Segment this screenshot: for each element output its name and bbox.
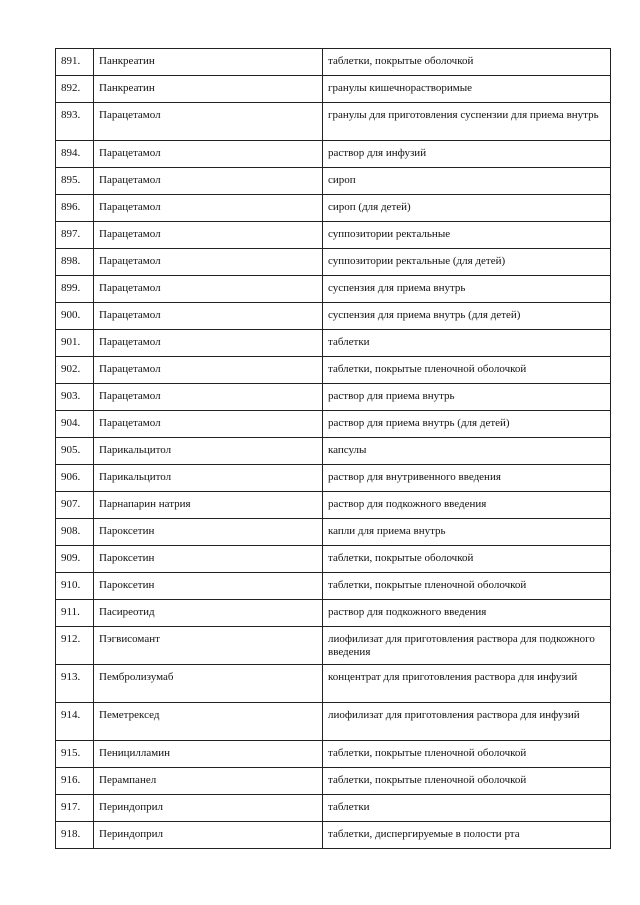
- row-number: 896.: [56, 195, 94, 222]
- row-number: 905.: [56, 438, 94, 465]
- table-row: [56, 141, 611, 168]
- table-row: [56, 703, 611, 741]
- dosage-form: таблетки: [323, 795, 611, 822]
- table-row: [56, 665, 611, 703]
- drug-name: Пароксетин: [94, 573, 323, 600]
- drug-name: Периндоприл: [94, 822, 323, 849]
- row-number: 894.: [56, 141, 94, 168]
- dosage-form: таблетки, диспергируемые в полости рта: [323, 822, 611, 849]
- drug-name: Парацетамол: [94, 103, 323, 141]
- table-row: [56, 768, 611, 795]
- table-row: [56, 519, 611, 546]
- dosage-form: гранулы кишечнорастворимые: [323, 76, 611, 103]
- dosage-form: раствор для внутривенного введения: [323, 465, 611, 492]
- table-row: [56, 795, 611, 822]
- table-row: [56, 741, 611, 768]
- drug-name: Парикальцитол: [94, 438, 323, 465]
- row-number: 915.: [56, 741, 94, 768]
- row-number: 893.: [56, 103, 94, 141]
- table-row: [56, 195, 611, 222]
- row-number: 913.: [56, 665, 94, 703]
- row-number: 899.: [56, 276, 94, 303]
- table-row: [56, 357, 611, 384]
- row-number: 897.: [56, 222, 94, 249]
- row-number: 916.: [56, 768, 94, 795]
- table-row: [56, 573, 611, 600]
- dosage-form: концентрат для приготовления раствора для инфузий: [323, 665, 611, 703]
- row-number: 903.: [56, 384, 94, 411]
- drug-name: Парацетамол: [94, 195, 323, 222]
- drug-name: Панкреатин: [94, 49, 323, 76]
- document-page: [55, 48, 610, 849]
- table-row: [56, 600, 611, 627]
- row-number: 909.: [56, 546, 94, 573]
- table-row: [56, 465, 611, 492]
- table-row: [56, 168, 611, 195]
- drug-name: Парикальцитол: [94, 465, 323, 492]
- drug-name: Парацетамол: [94, 357, 323, 384]
- table-row: [56, 492, 611, 519]
- drug-name: Парнапарин натрия: [94, 492, 323, 519]
- dosage-form: суппозитории ректальные (для детей): [323, 249, 611, 276]
- row-number: 892.: [56, 76, 94, 103]
- drug-name: Пэгвисомант: [94, 627, 323, 665]
- dosage-form: таблетки, покрытые оболочкой: [323, 49, 611, 76]
- dosage-form: таблетки, покрытые пленочной оболочкой: [323, 768, 611, 795]
- table-row: [56, 384, 611, 411]
- table-row: [56, 438, 611, 465]
- table-row: [56, 103, 611, 141]
- table-row: [56, 411, 611, 438]
- dosage-form: суспензия для приема внутрь (для детей): [323, 303, 611, 330]
- dosage-form: сироп (для детей): [323, 195, 611, 222]
- table-row: [56, 546, 611, 573]
- drug-name: Парацетамол: [94, 276, 323, 303]
- drug-name: Периндоприл: [94, 795, 323, 822]
- dosage-form: таблетки, покрытые оболочкой: [323, 546, 611, 573]
- dosage-form: сироп: [323, 168, 611, 195]
- row-number: 898.: [56, 249, 94, 276]
- drug-name: Пеметрексед: [94, 703, 323, 741]
- drug-name: Пасиреотид: [94, 600, 323, 627]
- drug-name: Панкреатин: [94, 76, 323, 103]
- dosage-form: таблетки, покрытые пленочной оболочкой: [323, 357, 611, 384]
- drug-name: Пароксетин: [94, 546, 323, 573]
- drug-name: Пеницилламин: [94, 741, 323, 768]
- row-number: 907.: [56, 492, 94, 519]
- dosage-form: таблетки, покрытые пленочной оболочкой: [323, 573, 611, 600]
- table-row: [56, 49, 611, 76]
- row-number: 908.: [56, 519, 94, 546]
- table-row: [56, 249, 611, 276]
- dosage-form: капсулы: [323, 438, 611, 465]
- drug-name: Пембролизумаб: [94, 665, 323, 703]
- dosage-form: гранулы для приготовления суспензии для приема внутрь: [323, 103, 611, 141]
- table-row: [56, 276, 611, 303]
- dosage-form: раствор для приема внутрь: [323, 384, 611, 411]
- drug-name: Парацетамол: [94, 249, 323, 276]
- row-number: 918.: [56, 822, 94, 849]
- dosage-form: раствор для приема внутрь (для детей): [323, 411, 611, 438]
- table-row: [56, 822, 611, 849]
- drug-name: Пароксетин: [94, 519, 323, 546]
- row-number: 902.: [56, 357, 94, 384]
- row-number: 900.: [56, 303, 94, 330]
- dosage-form: раствор для подкожного введения: [323, 492, 611, 519]
- row-number: 910.: [56, 573, 94, 600]
- dosage-form: таблетки: [323, 330, 611, 357]
- table-row: [56, 76, 611, 103]
- row-number: 911.: [56, 600, 94, 627]
- drug-name: Перампанел: [94, 768, 323, 795]
- table-row: [56, 303, 611, 330]
- dosage-form: раствор для инфузий: [323, 141, 611, 168]
- table-row: [56, 222, 611, 249]
- row-number: 895.: [56, 168, 94, 195]
- row-number: 901.: [56, 330, 94, 357]
- drug-name: Парацетамол: [94, 303, 323, 330]
- drug-name: Парацетамол: [94, 330, 323, 357]
- row-number: 891.: [56, 49, 94, 76]
- row-number: 914.: [56, 703, 94, 741]
- dosage-form: капли для приема внутрь: [323, 519, 611, 546]
- table-row: [56, 330, 611, 357]
- drug-name: Парацетамол: [94, 222, 323, 249]
- row-number: 917.: [56, 795, 94, 822]
- drug-table: [55, 48, 611, 849]
- table-row: [56, 627, 611, 665]
- row-number: 912.: [56, 627, 94, 665]
- dosage-form: раствор для подкожного введения: [323, 600, 611, 627]
- dosage-form: суппозитории ректальные: [323, 222, 611, 249]
- drug-name: Парацетамол: [94, 411, 323, 438]
- row-number: 904.: [56, 411, 94, 438]
- dosage-form: суспензия для приема внутрь: [323, 276, 611, 303]
- drug-name: Парацетамол: [94, 141, 323, 168]
- dosage-form: лиофилизат для приготовления раствора для подкожного введения: [323, 627, 611, 665]
- drug-name: Парацетамол: [94, 384, 323, 411]
- dosage-form: таблетки, покрытые пленочной оболочкой: [323, 741, 611, 768]
- row-number: 906.: [56, 465, 94, 492]
- drug-name: Парацетамол: [94, 168, 323, 195]
- dosage-form: лиофилизат для приготовления раствора для инфузий: [323, 703, 611, 741]
